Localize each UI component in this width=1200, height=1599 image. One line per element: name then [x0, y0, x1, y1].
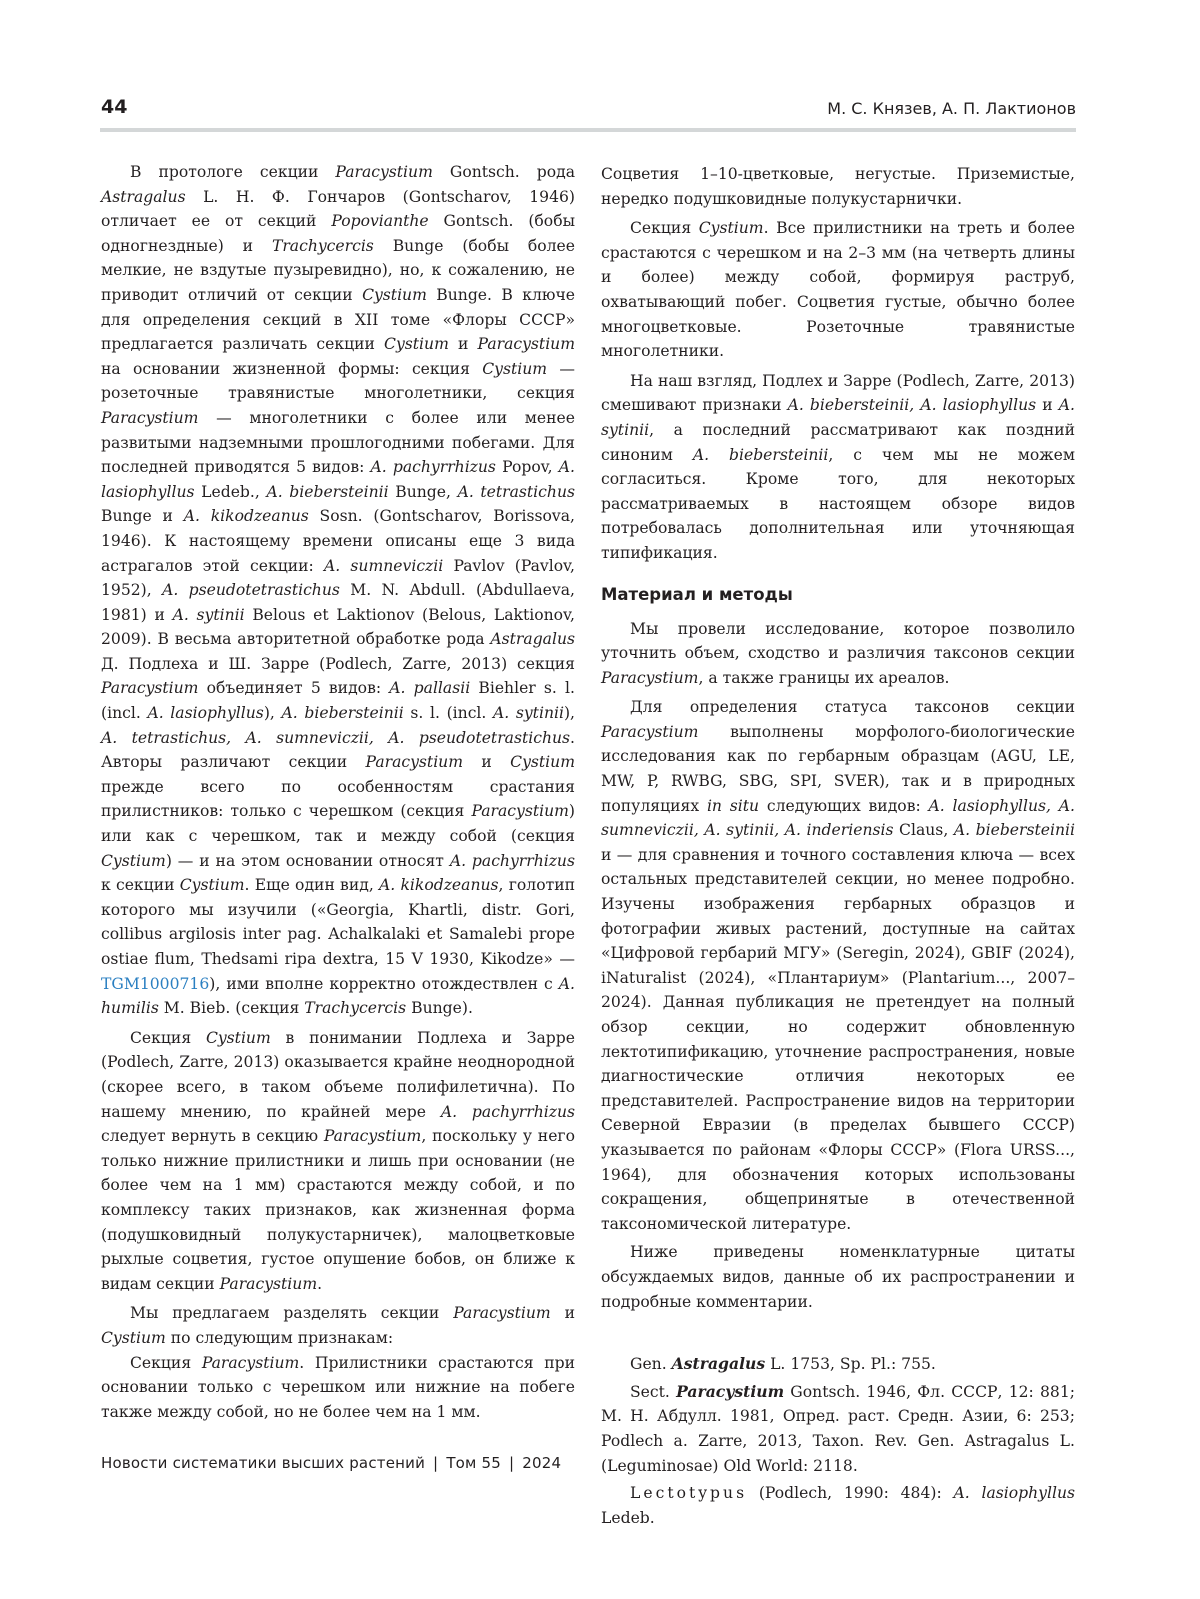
paragraph: Соцветия 1–10-цветковые, негустые. Приземистые, нередко подушковидные полукустарнички.: [601, 165, 1075, 208]
right-column: [601, 162, 1075, 1530]
footer-separator: |: [433, 1454, 439, 1472]
nomenclature-entry: Sect. Paracystium Gontsch. 1946, Фл. СССР, 12: 881; М. Н. Абдулл. 1981, Опред. раст. Средн. Азии, 6: 253; Podlech a. Zarre, 2013, Taxon. Rev. Gen. Astragalus L. (Leguminosae) Old World: 2118.: [601, 1381, 1076, 1475]
page-number: 44: [101, 96, 128, 118]
herbarium-specimen-link[interactable]: TGM1000716: [101, 974, 210, 993]
paragraph: В протологе секции Paracystium Gontsch. рода Astragalus L. Н. Ф. Гончаров (Gontscharov, 1946) отличает ее от секций Popovianthe Gontsch. (бобы одногнездные) и Trachycercis Bunge (бобы более мелкие, не вздутые пузыревидно), но, к сожалению, не приводит отличий от секции Cystium Bunge. В ключе для определения секций в XII томе «Флоры СССР» предлагается различать секции Cystium и Paracystium на основании жизненной формы: секция Cystium — розеточные травянистые многолетники, секция Paracystium — многолетники с более или менее развитыми надземными прошлогодними побегами. Для последней приводятся 5 видов: A. pachyrrhizus Popov, A. lasiophyllus Ledeb., A. biebersteinii Bunge, A. tetrastichus Bunge и A. kikodzeanus Sosn. (Gontscharov, Borissova, 1946). К настоящему времени описаны еще 3 вида астрагалов этой секции: A. sumneviczii Pavlov (Pavlov, 1952), A. pseudotetrastichus M. N. Abdull. (Abdullaeva, 1981) и A. sytinii Belous et Laktionov (Belous, Laktionov, 2009). В весьма авторитетной обработке рода Astragalus Д. Подлеха и Ш. Зарре (Podlech, Zarre, 2013) секция Paracystium объединяет 5 видов: A. pallasii Biehler s. l. (incl. A. lasiophyllus), A. biebersteinii s. l. (incl. A. sytinii), A. tetrastichus, A. sumneviczii, A. pseudotetrastichus. Авторы различают секции Paracystium и Cystium прежде всего по особенностям срастания прилистников: только с черешком (секция Paracystium) или как с черешком, так и между собой (секция Cystium) — и на этом основании относят A. pachyrrhizus к секции Cystium. Еще один вид, A. kikodzeanus, голотип которого мы изучили («Georgia, Khartli, distr. Gori, collibus argilosis inter pag. Achalkalaki et Samalebi prope ostiae flum, Thedsami ripa dextra, 15 V 1930, Kikodze» — TGM1000716), ими вполне корректно отождествлен с A. humilis M. Bieb. (секция Trachycercis Bunge).: [101, 163, 576, 1018]
nomenclature-block: [601, 1352, 1075, 1530]
journal-volume: Том 55: [446, 1454, 502, 1472]
journal-footer: [101, 1454, 561, 1472]
running-head-authors: М. С. Князев, А. П. Лактионов: [827, 99, 1076, 118]
paragraph: Ниже приведены номенклатурные цитаты обсуждаемых видов, данные об их распространении и подробные комментарии.: [601, 1243, 1075, 1311]
paragraph: Секция Paracystium. Прилистники срастаются при основании только с черешком или нижние на побеге также между собой, но не более чем на 1 мм.: [101, 1353, 575, 1421]
paragraph: Для определения статуса таксонов секции Paracystium выполнены морфолого-биологические исследования как по гербарным образцам (AGU, LE, MW, P, RWBG, SBG, SPI, SVER), так и в природных популяциях in situ следующих видов: A. lasiophyllus, A. sumneviczii, A. sytinii, A. inderiensis Claus, A. biebersteinii и — для сравнения и точного составления ключа — всех остальных представителей секции, но менее подробно. Изучены изображения гербарных образцов и фотографии живых растений, доступные на сайтах «Цифровой гербарий МГУ» (Seregin, 2024), GBIF (2024), iNaturalist (2024), «Плантариум» (Plantarium..., 2007–2024). Данная публикация не претендует на полный обзор секции, но содержит обновленную лектотипификацию, уточнение распространения, новые диагностические отличия некоторых ее представителей. Распространение видов на территории Северной Евразии (в пределах бывшего СССР) указывается по районам «Флоры СССР» (Flora URSS..., 1964), для обозначения которых использованы сокращения, общепринятые в отечественной таксономической литературе.: [601, 698, 1075, 1233]
nomenclature-entry: Gen. Astragalus L. 1753, Sp. Pl.: 755.: [630, 1354, 936, 1374]
paragraph: Мы предлагаем разделять секции Paracystium и Cystium по следующим признакам:: [101, 1304, 576, 1347]
paragraph: Мы провели исследование, которое позволило уточнить объем, сходство и различия таксонов секции Paracystium, а также границы их ареалов.: [601, 619, 1075, 687]
footer-separator: |: [509, 1454, 515, 1472]
journal-year: 2024: [522, 1454, 562, 1472]
section-heading: Материал и методы: [601, 584, 793, 604]
journal-title: Новости систематики высших растений: [101, 1454, 426, 1472]
nomenclature-entry: Lectotypus (Podlech, 1990: 484): A. lasiophyllus Ledeb.: [601, 1484, 1075, 1527]
paragraph: На наш взгляд, Подлех и Зарре (Podlech, Zarre, 2013) смешивают признаки A. biebersteinii, A. lasiophyllus и A. sytinii, а последний рассматривают как поздний синоним A. biebersteinii, с чем мы не можем согласиться. Кроме того, для некоторых рассматриваемых в настоящем обзоре видов потребовалась дополнительная или уточняющая типификация.: [601, 371, 1075, 562]
paragraph: Секция Cystium в понимании Подлеха и Зарре (Podlech, Zarre, 2013) оказывается крайне неоднородной (скорее всего, в таком объеме полифилетична). По нашему мнению, по крайней мере A. pachyrrhizus следует вернуть в секцию Paracystium, поскольку у него только нижние прилистники и лишь при основании (не более чем на 1 мм) срастаются между собой, и по комплексу таких признаков, как жизненная форма (подушковидный полукустарничек), малоцветковые рыхлые соцветия, густое опушение бобов, он ближе к видам секции Paracystium.: [101, 1028, 575, 1293]
left-column: [101, 160, 575, 1424]
header-rule: [100, 128, 1076, 132]
paragraph: Секция Cystium. Все прилистники на треть и более срастаются с черешком и на 2–3 мм (на четверть длины и более) между собой, формируя раструб, охватывающий побег. Соцветия густые, обычно более многоцветковые. Розеточные травянистые многолетники.: [601, 219, 1075, 361]
